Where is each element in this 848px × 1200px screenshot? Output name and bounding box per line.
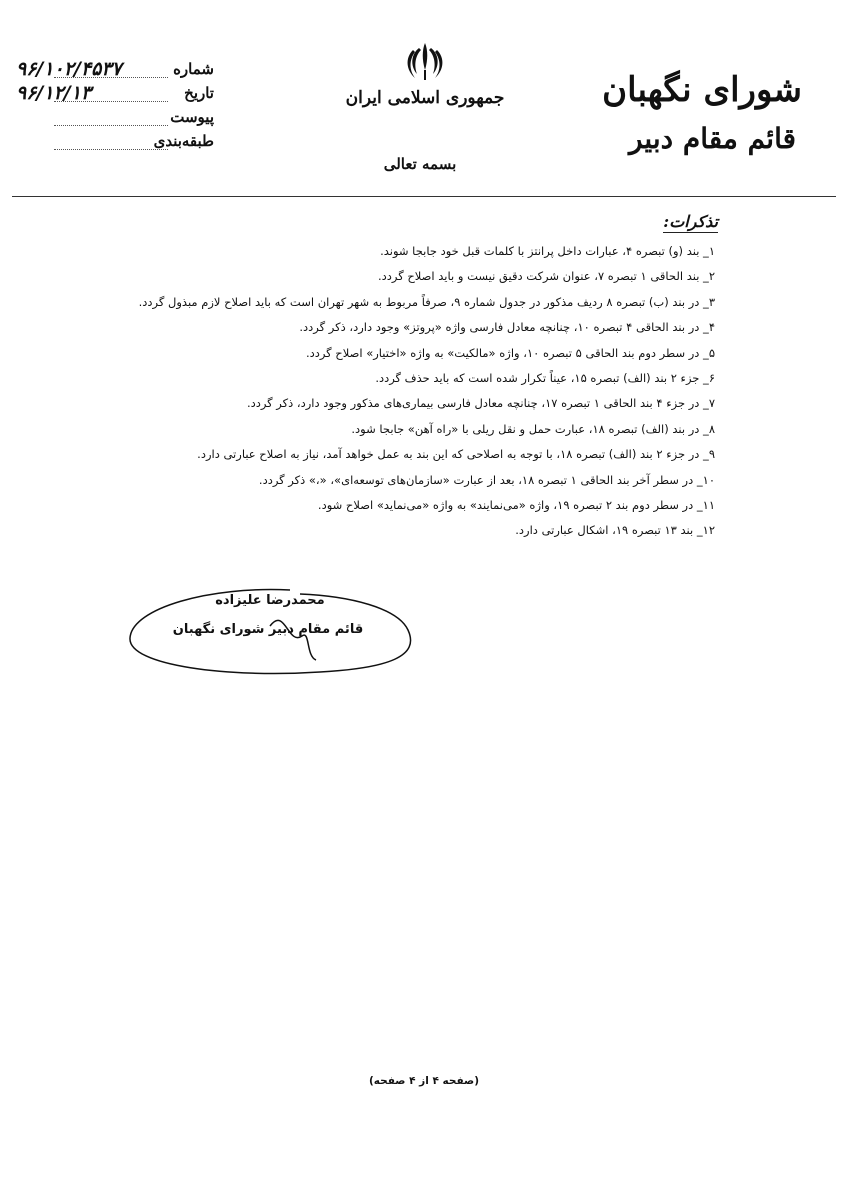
attachment-label: پیوست [170, 108, 214, 126]
dotted-line [54, 149, 168, 150]
classification-label: طبقه‌بندی [153, 132, 214, 150]
number-label: شماره [173, 60, 214, 78]
metadata-row-date [14, 84, 214, 108]
signatory-title: قائم مقام دبیر شورای نگهبان [172, 622, 364, 637]
notes-heading: تذکرات: [663, 212, 718, 231]
note-item: ۱_ بند (و) تبصره ۴، عبارات داخل پرانتز با کلمات قبل خود جابجا شوند. [380, 244, 715, 258]
bismillah: بسمه تعالی [383, 155, 457, 173]
letter-metadata [14, 60, 214, 156]
iran-emblem-icon [403, 40, 447, 84]
note-item: ۴_ در بند الحاقی ۴ تبصره ۱۰، چنانچه معادل فارسی واژه «پروتز» وجود دارد، ذکر گردد. [299, 320, 715, 335]
date-label: تاریخ [184, 84, 214, 102]
council-name: شورای نگهبان [602, 70, 802, 110]
note-item: ۲_ بند الحاقی ۱ تبصره ۷، عنوان شرکت دقیق نیست و باید اصلاح گردد. [377, 269, 715, 284]
note-item: ۸_ در بند (الف) تبصره ۱۸، عبارت حمل و نقل ریلی با «راه آهن» جابجا شود. [351, 421, 715, 436]
note-item: ۱۰_ در سطر آخر بند الحاقی ۱ تبصره ۱۸، بعد از عبارت «سازمان‌های توسعه‌ای»، «،» ذکر گردد. [258, 472, 715, 487]
notes-list [138, 239, 715, 544]
metadata-row-number [14, 60, 214, 84]
office-title: قائم مقام دبیر [628, 122, 796, 155]
signatory-name: محمدرضا علیزاده [215, 593, 325, 608]
note-item: ۱۱_ در سطر دوم بند ۲ تبصره ۱۹، واژه «می‌نمایند» به واژه «می‌نماید» اصلاح شود. [317, 497, 715, 512]
metadata-row-attachment [14, 108, 214, 132]
note-item: ۵_ در سطر دوم بند الحاقی ۵ تبصره ۱۰، واژه «مالکیت» به واژه «اختیار» اصلاح گردد. [305, 345, 715, 360]
note-item: ۶_ جزء ۲ بند (الف) تبصره ۱۵، عیناً تکرار شده است که باید حذف گردد. [375, 370, 715, 385]
note-item: ۹_ در جزء ۲ بند (الف) تبصره ۱۸، با توجه به اصلاحی که این بند به عمل خواهد آمد، نیاز به اصلاح عبارتی دارد. [197, 447, 715, 462]
republic-name: جمهوری اسلامی ایران [345, 88, 505, 108]
metadata-row-classification [14, 132, 214, 156]
note-item: ۷_ در جزء ۴ بند الحاقی ۱ تبصره ۱۷، چنانچه معادل فارسی بیماری‌های مذکور وجود دارد، ذکر گردد. [246, 396, 715, 411]
note-item: ۱۲_ بند ۱۳ تبصره ۱۹، اشکال عبارتی دارد. [515, 523, 715, 538]
note-item: ۳_ در بند (ب) تبصره ۸ ردیف مذکور در جدول شماره ۹، صرفاً مربوط به شهر تهران است که باید اصلاح لازم مبذول گردد. [138, 294, 715, 309]
letter-date: ۹۶/۱۲/۱۳ [16, 82, 92, 104]
dotted-line [54, 125, 168, 126]
letter-number: ۹۶/۱۰۲/۴۵۳۷ [16, 58, 122, 80]
page-number: (صفحه ۴ از ۴ صفحه) [369, 1075, 479, 1087]
header-divider [12, 196, 836, 197]
